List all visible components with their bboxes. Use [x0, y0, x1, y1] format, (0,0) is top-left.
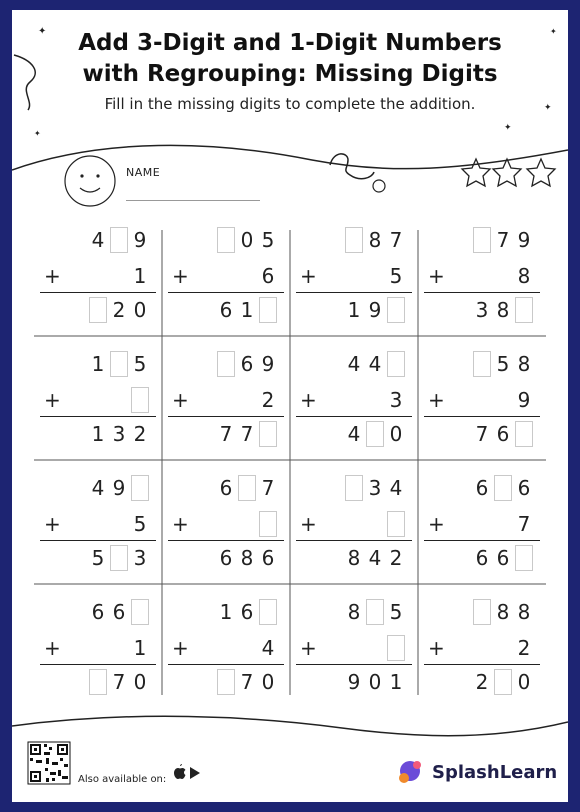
- addition-problem: [162, 336, 290, 460]
- missing-digit-box[interactable]: [238, 475, 256, 501]
- addend-top: [342, 598, 405, 626]
- digit: 2: [517, 636, 531, 660]
- missing-digit-box[interactable]: [110, 351, 128, 377]
- digit: 7: [240, 670, 254, 694]
- digit: 9: [517, 388, 531, 412]
- digit: 8: [517, 264, 531, 288]
- addition-problem: [162, 460, 290, 584]
- digit: 5: [389, 264, 403, 288]
- missing-digit-box[interactable]: [110, 545, 128, 571]
- addend-bottom: [256, 386, 277, 414]
- svg-text:✦: ✦: [550, 27, 557, 36]
- addition-problem: [34, 584, 162, 708]
- addition-problem: [162, 584, 290, 708]
- digit: 9: [261, 352, 275, 376]
- digit: 4: [368, 546, 382, 570]
- digit: 9: [368, 298, 382, 322]
- title-line-2: with Regrouping: Missing Digits: [82, 61, 498, 87]
- digit: 9: [517, 228, 531, 252]
- svg-text:✦: ✦: [544, 103, 552, 113]
- addend-top: [470, 226, 533, 254]
- digit: 7: [496, 228, 510, 252]
- addition-problem: [34, 336, 162, 460]
- digit: 7: [219, 422, 233, 446]
- addition-problem: [418, 212, 546, 336]
- missing-digit-box[interactable]: [387, 297, 405, 323]
- addend-bottom: [128, 386, 149, 414]
- plus-sign: +: [172, 388, 189, 412]
- digit: 4: [91, 228, 105, 252]
- digit: 5: [389, 600, 403, 624]
- digit: 8: [517, 352, 531, 376]
- digit: 7: [261, 476, 275, 500]
- addend-bottom: [512, 634, 533, 662]
- addition-problem: [34, 460, 162, 584]
- sum-line: [296, 292, 412, 293]
- missing-digit-box[interactable]: [515, 545, 533, 571]
- missing-digit-box[interactable]: [366, 421, 384, 447]
- addend-top: [214, 350, 277, 378]
- digit: 6: [91, 600, 105, 624]
- addition-problem: [418, 336, 546, 460]
- addend-top: [470, 350, 533, 378]
- digit: 6: [496, 546, 510, 570]
- addend-top: [214, 598, 277, 626]
- missing-digit-box[interactable]: [345, 475, 363, 501]
- digit: 2: [261, 388, 275, 412]
- digit: 0: [133, 298, 147, 322]
- digit: 6: [112, 600, 126, 624]
- sum-line: [40, 664, 156, 665]
- addition-problem: [418, 460, 546, 584]
- digit: 7: [112, 670, 126, 694]
- qr-code-icon: [28, 742, 70, 784]
- plus-sign: +: [300, 264, 317, 288]
- svg-text:✦: ✦: [38, 26, 47, 37]
- missing-digit-box[interactable]: [473, 599, 491, 625]
- digit: 0: [240, 228, 254, 252]
- digit: 6: [261, 264, 275, 288]
- sum-line: [424, 664, 540, 665]
- missing-digit-box[interactable]: [217, 669, 235, 695]
- addend-top: [342, 474, 405, 502]
- sum-line: [168, 416, 284, 417]
- addend-top: [86, 350, 149, 378]
- problem-grid: [34, 212, 546, 710]
- missing-digit-box[interactable]: [494, 475, 512, 501]
- sum-row: [470, 420, 533, 448]
- missing-digit-box[interactable]: [217, 227, 235, 253]
- sum-line: [168, 292, 284, 293]
- sum-row: [214, 420, 277, 448]
- addend-bottom: [384, 510, 405, 538]
- plus-sign: +: [172, 636, 189, 660]
- addend-top: [342, 350, 405, 378]
- plus-sign: +: [172, 512, 189, 536]
- app-store-icons: [174, 764, 200, 779]
- worksheet-title: [12, 28, 568, 90]
- digit: 4: [389, 476, 403, 500]
- sum-line: [424, 540, 540, 541]
- digit: 9: [347, 670, 361, 694]
- digit: 8: [496, 298, 510, 322]
- addition-problem: [290, 336, 418, 460]
- digit: 8: [240, 546, 254, 570]
- digit: 7: [389, 228, 403, 252]
- digit: 1: [91, 352, 105, 376]
- smiley-icon: [65, 156, 115, 206]
- digit: 5: [496, 352, 510, 376]
- digit: 2: [389, 546, 403, 570]
- addend-bottom: [128, 262, 149, 290]
- addition-problem: [290, 212, 418, 336]
- digit: 7: [517, 512, 531, 536]
- sum-line: [296, 416, 412, 417]
- sum-row: [86, 420, 149, 448]
- sum-row: [342, 420, 405, 448]
- plus-sign: +: [428, 636, 445, 660]
- plus-sign: +: [428, 388, 445, 412]
- digit: 6: [219, 476, 233, 500]
- addition-problem: [290, 460, 418, 584]
- digit: 1: [91, 422, 105, 446]
- sum-row: [342, 668, 405, 696]
- missing-digit-box[interactable]: [131, 599, 149, 625]
- missing-digit-box[interactable]: [89, 669, 107, 695]
- sum-row: [342, 296, 405, 324]
- addend-bottom: [256, 262, 277, 290]
- digit: 5: [261, 228, 275, 252]
- digit: 6: [517, 476, 531, 500]
- missing-digit-box[interactable]: [387, 635, 405, 661]
- addend-bottom: [512, 386, 533, 414]
- sum-row: [342, 544, 405, 572]
- digit: 4: [347, 422, 361, 446]
- instructions: Fill in the missing digits to complete the addition.: [104, 95, 476, 113]
- addition-problem: [162, 212, 290, 336]
- digit: 6: [496, 422, 510, 446]
- digit: 7: [475, 422, 489, 446]
- missing-digit-box[interactable]: [131, 475, 149, 501]
- missing-digit-box[interactable]: [259, 599, 277, 625]
- plus-sign: +: [44, 264, 61, 288]
- plus-sign: +: [44, 388, 61, 412]
- addend-bottom: [512, 262, 533, 290]
- sum-row: [470, 668, 533, 696]
- digit: 6: [240, 352, 254, 376]
- sum-row: [214, 296, 277, 324]
- rating-stars-icon: [462, 159, 555, 186]
- addend-top: [214, 226, 277, 254]
- plus-sign: +: [300, 636, 317, 660]
- missing-digit-box[interactable]: [259, 511, 277, 537]
- plus-sign: +: [44, 636, 61, 660]
- missing-digit-box[interactable]: [131, 387, 149, 413]
- plus-sign: +: [172, 264, 189, 288]
- plus-sign: +: [300, 512, 317, 536]
- digit: 8: [368, 228, 382, 252]
- addend-top: [470, 598, 533, 626]
- addend-top: [214, 474, 277, 502]
- addend-bottom: [384, 262, 405, 290]
- digit: 2: [112, 298, 126, 322]
- name-label: NAME: [126, 166, 161, 179]
- sum-line: [296, 540, 412, 541]
- worksheet-page: [12, 10, 568, 802]
- digit: 3: [475, 298, 489, 322]
- missing-digit-box[interactable]: [473, 351, 491, 377]
- digit: 5: [91, 546, 105, 570]
- digit: 8: [496, 600, 510, 624]
- addend-top: [470, 474, 533, 502]
- plus-sign: +: [44, 512, 61, 536]
- plus-sign: +: [428, 264, 445, 288]
- name-field[interactable]: [126, 200, 260, 201]
- missing-digit-box[interactable]: [89, 297, 107, 323]
- missing-digit-box[interactable]: [259, 297, 277, 323]
- digit: 6: [475, 546, 489, 570]
- digit: 1: [133, 636, 147, 660]
- digit: 2: [133, 422, 147, 446]
- sum-row: [470, 544, 533, 572]
- addend-bottom: [384, 634, 405, 662]
- sum-line: [424, 292, 540, 293]
- addition-problem: [418, 584, 546, 708]
- digit: 0: [389, 422, 403, 446]
- addition-problem: [34, 212, 162, 336]
- plus-sign: +: [300, 388, 317, 412]
- missing-digit-box[interactable]: [473, 227, 491, 253]
- footer-available-text: Also available on:: [78, 774, 167, 785]
- digit: 1: [133, 264, 147, 288]
- addend-top: [86, 598, 149, 626]
- addend-bottom: [256, 510, 277, 538]
- sum-row: [214, 668, 277, 696]
- svg-text:✦: ✦: [34, 129, 41, 138]
- addend-bottom: [256, 634, 277, 662]
- sum-line: [296, 664, 412, 665]
- sum-row: [86, 296, 149, 324]
- digit: 0: [368, 670, 382, 694]
- addend-top: [86, 226, 149, 254]
- digit: 1: [347, 298, 361, 322]
- sum-line: [40, 292, 156, 293]
- digit: 5: [133, 512, 147, 536]
- digit: 6: [219, 546, 233, 570]
- digit: 6: [219, 298, 233, 322]
- sum-row: [214, 544, 277, 572]
- digit: 8: [347, 600, 361, 624]
- digit: 9: [112, 476, 126, 500]
- missing-digit-box[interactable]: [259, 421, 277, 447]
- digit: 8: [347, 546, 361, 570]
- digit: 6: [240, 600, 254, 624]
- digit: 3: [112, 422, 126, 446]
- missing-digit-box[interactable]: [494, 669, 512, 695]
- plus-sign: +: [428, 512, 445, 536]
- addend-bottom: [128, 510, 149, 538]
- addend-top: [86, 474, 149, 502]
- digit: 3: [133, 546, 147, 570]
- sum-row: [470, 296, 533, 324]
- digit: 2: [475, 670, 489, 694]
- sum-line: [40, 416, 156, 417]
- sum-line: [168, 540, 284, 541]
- splashlearn-logo-icon: [399, 761, 421, 783]
- brand-name: SplashLearn: [432, 762, 558, 783]
- missing-digit-box[interactable]: [217, 351, 235, 377]
- digit: 8: [517, 600, 531, 624]
- missing-digit-box[interactable]: [366, 599, 384, 625]
- digit: 6: [261, 546, 275, 570]
- missing-digit-box[interactable]: [387, 511, 405, 537]
- digit: 4: [347, 352, 361, 376]
- missing-digit-box[interactable]: [345, 227, 363, 253]
- addend-bottom: [512, 510, 533, 538]
- sum-row: [86, 668, 149, 696]
- missing-digit-box[interactable]: [387, 351, 405, 377]
- digit: 3: [368, 476, 382, 500]
- digit: 1: [389, 670, 403, 694]
- digit: 6: [475, 476, 489, 500]
- missing-digit-box[interactable]: [515, 421, 533, 447]
- sum-row: [86, 544, 149, 572]
- missing-digit-box[interactable]: [515, 297, 533, 323]
- sum-line: [424, 416, 540, 417]
- digit: 4: [91, 476, 105, 500]
- digit: 0: [261, 670, 275, 694]
- digit: 7: [240, 422, 254, 446]
- addend-bottom: [384, 386, 405, 414]
- title-line-1: Add 3-Digit and 1-Digit Numbers: [78, 30, 502, 56]
- digit: 0: [517, 670, 531, 694]
- digit: 4: [261, 636, 275, 660]
- digit: 1: [219, 600, 233, 624]
- digit: 9: [133, 228, 147, 252]
- addition-problem: [290, 584, 418, 708]
- digit: 3: [389, 388, 403, 412]
- digit: 0: [133, 670, 147, 694]
- digit: 5: [133, 352, 147, 376]
- svg-text:✦: ✦: [504, 123, 512, 133]
- sum-line: [40, 540, 156, 541]
- missing-digit-box[interactable]: [110, 227, 128, 253]
- digit: 1: [240, 298, 254, 322]
- sum-line: [168, 664, 284, 665]
- addend-top: [342, 226, 405, 254]
- digit: 4: [368, 352, 382, 376]
- addend-bottom: [128, 634, 149, 662]
